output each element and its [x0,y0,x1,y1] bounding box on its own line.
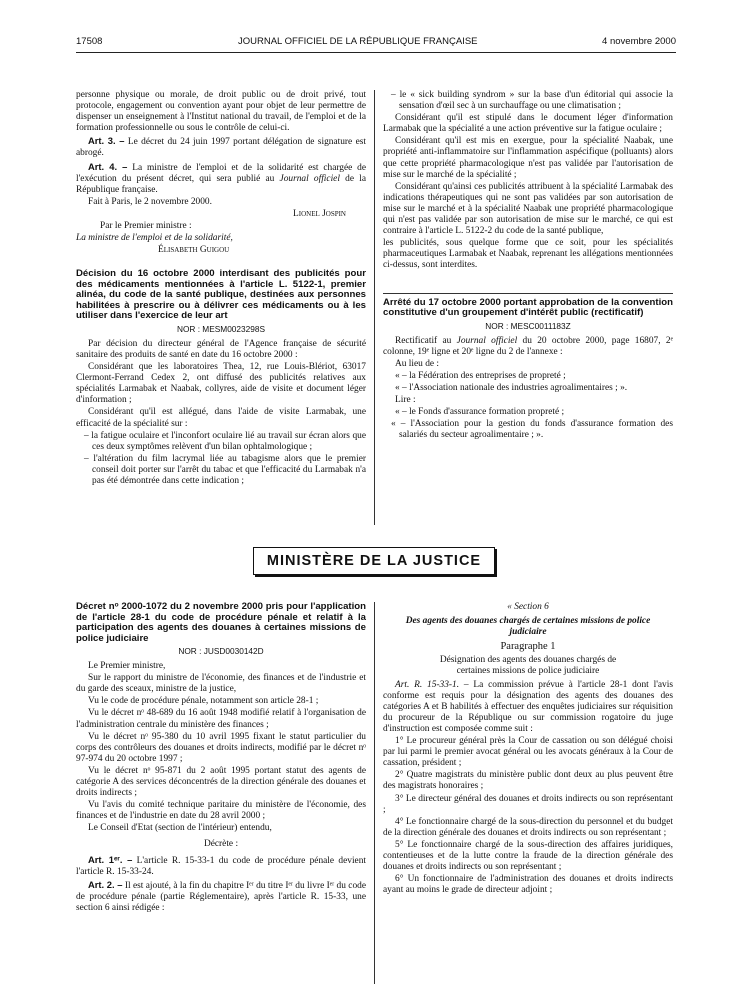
list-item: 4° Le fonctionnaire chargé de la sous-direction du personnel et du budget de la direction générale des douanes et droits indirects ou son représentant ; [383,816,673,838]
decision-title: Décision du 16 octobre 2000 interdisant des publicités pour des médicaments mentionnées à l'article L. 5122-1, premier alinéa, du code de la santé publique, destinées aux personnes habilitées à prescrire ou à délivrer ces médicaments ou à les utiliser dans l'exercice de leur art [76,268,366,322]
section-heading: Des agents des douanes chargés de certaines missions de police judiciaire [405,616,651,638]
paragraph: les publicités, sous quelque forme que ce soit, pour les spécialités pharmaceutiques Larmabak et Naabak, reprenant les allégations mentionnées ci-dessus, sont interdites. [383,238,673,271]
minister-title: La ministre de l'emploi et de la solidarité, [76,233,233,244]
subheading: Désignation des agents des douanes chargés de certaines missions de police judiciaire [439,655,617,677]
article-1: Art. 1ᵉʳ. – L'article R. 15-33-1 du code de procédure pénale devient l'article R. 15-33-24. [76,853,366,877]
right-column-top [383,90,673,442]
paragraph: Vu le code de procédure pénale, notamment son article 28-1 ; [88,696,319,707]
list-item: – l'altération du film lacrymal liée au tabagisme alors que le premier conseil doit porter sur l'arrêt du tabac et que l'efficacité du Larmabak n'a pas été démontrée dans cette indication ; [84,453,366,487]
paragraph: Vu le décret nᵒ 48-689 du 16 août 1948 modifié relatif à l'organisation de l'administration centrale du ministère des finances ; [76,708,366,730]
signatory: Lionel Jospin [293,208,346,219]
list-item: 2° Quatre magistrats du ministère public dont deux au plus peuvent être des magistrats honoraires ; [383,770,673,792]
list-item: 5° Le fonctionnaire chargé de la sous-direction des affaires juridiques, contentieuses et de la lutte contre la fraude de la direction générale des douanes et droits indirects ou son représentant ; [383,839,673,873]
left-column-bottom [76,602,366,915]
paragraph: Considérant qu'il est allégué, dans l'aide de visite Larmabak, une efficacité de la spécialité sur : [76,407,366,429]
paragraph: Au lieu de : [395,358,440,369]
list-item: 6° Un fonctionnaire de l'administration des douanes et droits indirects ayant au moins le grade de directeur adjoint ; [383,874,673,896]
list-item: « – le Fonds d'assurance formation propreté ; [395,407,565,418]
left-column-top [76,90,366,488]
paragraph: Le Premier ministre, [88,661,166,672]
article-3: Art. 3. – Le décret du 24 juin 1997 portant délégation de signature est abrogé. [76,135,366,159]
article-2: Art. 2. – Il est ajouté, à la fin du chapitre Iᵉʳ du titre Iᵉʳ du livre Iᵉʳ du code de procédure pénale (partie Réglementaire), après l'article R. 15-33, une section 6 ainsi rédigée : [76,878,366,913]
list-item: – la fatigue oculaire et l'inconfort oculaire lié au travail sur écran alors que ces deux symptômes relèvent d'un bilan ophtalmologique ; [84,430,366,452]
list-item: 1° Le procureur général près la Cour de cassation ou son délégué choisi par lui parmi le premier avocat général ou les avocats généraux à la Cour de cassation, président ; [383,736,673,769]
right-column-bottom [383,602,673,897]
decrete: Décrète : [203,838,239,849]
column-divider-bottom [374,602,375,984]
journal-title: JOURNAL OFFICIEL DE LA RÉPUBLIQUE FRANÇAISE [238,36,478,47]
minister-name: Élisabeth Guigou [158,245,230,256]
paragraph: Vu le décret nᵒ 95-380 du 10 avril 1995 fixant le statut particulier du corps des contrôleurs des douanes et droits indirects, modifié par le décret nᵒ 97-974 du 20 octobre 1997 ; [76,731,366,764]
paragraph: Vu l'avis du comité technique paritaire du ministère de l'économie, des finances et de l'industrie en date du 28 avril 2000 ; [76,800,366,822]
list-item: « – la Fédération des entreprises de propreté ; [395,370,566,381]
paragraph: Lire : [395,395,416,406]
article-4: Art. 4. – La ministre de l'emploi et de la solidarité est chargée de l'exécution du présent décret, qui sera publié au Journal officiel de la République française. [76,160,367,195]
fait-line: Fait à Paris, le 2 novembre 2000. [88,196,212,207]
paragraph: Considérant qu'ainsi ces publicités attribuent à la spécialité Larmabak des indications thérapeutiques qui ne sont pas validées par son autorisation de mise sur le marché et à la spécialité Naabak une propriété pharmacologique qui n'est pas validée par son autorisation de mise sur le marché, ce qui est contraire à l'article L. 5122-2 du code de la santé publique, [383,181,673,237]
separator [383,293,673,294]
paragraphe-label: Paragraphe 1 [500,641,556,653]
article-r15-33-1: Art. R. 15-33-1. – La commission prévue à l'article 28-1 dont l'avis conforme est requis pour la désignation des agents des douanes des catégories A et B habilités à effectuer des enquêtes judiciaires sur réquisition du procureur de la République ou sur commission rogatoire du juge d'instruction est composée comme suit : [383,679,673,734]
header-rule [76,52,676,53]
list-item: 3° Le directeur général des douanes et droits indirects ou son représentant ; [383,793,673,815]
paragraph: personne physique ou morale, de droit public ou de droit privé, tout protocole, engagement ou convention ayant pour objet de leur permettre de dispenser un enseignement à l'Institut national du travail, de l'emploi et de la formation professionnelle ou sous le contrôle de celui-ci. [76,90,366,134]
paragraph: Considérant qu'il est stipulé dans le document léger d'information Larmabak que la spécialité a une action préventive sur la fatigue oculaire ; [383,113,673,135]
paragraph: Le Conseil d'Etat (section de l'intérieur) entendu, [88,823,272,834]
paragraph: Par décision du directeur général de l'Agence française de sécurité sanitaire des produits de santé en date du 16 octobre 2000 : [76,338,366,360]
list-item: « – l'Association nationale des industries agroalimentaires ; ». [395,382,628,393]
ministry-banner: MINISTÈRE DE LA JUSTICE [253,547,495,575]
issue-date: 4 novembre 2000 [602,36,676,47]
arrete-nor: NOR : MESC0011183Z [485,320,571,331]
decret-title: Décret nᵒ 2000-1072 du 2 novembre 2000 pris pour l'application de l'article 28-1 du code de procédure pénale et relatif à la participation des agents des douanes à certaines missions de police judiciaire [76,601,366,644]
paragraph: Sur le rapport du ministre de l'économie, des finances et de l'industrie et du garde des sceaux, ministre de la justice, [76,673,366,695]
decret-nor: NOR : JUSD0030142D [178,646,264,656]
page-header [76,36,676,50]
paragraph: Considérant qu'il est mis en exergue, pour la spécialité Naabak, une propriété anti-inflammatoire sur l'inflammation aspécifique (polluants) alors que cette propriété pharmacologique n'est pas validée par l'autorisation de mise sur le marché de la spécialité ; [383,136,673,180]
decision-nor: NOR : MESM0023298S [176,323,266,334]
column-divider-top [374,90,375,525]
par-le-premier-ministre: Par le Premier ministre : [100,221,192,232]
paragraph: Rectificatif au Journal officiel du 20 octobre 2000, page 16807, 2ᵉ colonne, 19ᵉ ligne et 20ᵉ ligne du 2 de l'annexe : [383,335,674,357]
section-label: « Section 6 [507,602,549,612]
list-item: – le « sick building syndrom » sur la base d'un éditorial qui associe la sensation d'œil sec à un surchauffage ou une climatisation ; [391,90,673,112]
arrete-title: Arrêté du 17 octobre 2000 portant approbation de la convention constitutive d'un groupement d'intérêt public (rectificatif) [383,296,673,318]
paragraph: Considérant que les laboratoires Thea, 12, rue Louis-Blériot, 63017 Clermont-Ferrand Cedex 2, ont diffusé des publicités relatives aux spécialités Larmabak et Naabak, collyres, aide de visite et document léger d'information ; [76,362,366,406]
paragraph: Vu le décret nᵒ 95-871 du 2 août 1995 portant statut des agents de catégorie A des services déconcentrés de la direction générale des douanes et droits indirects ; [76,765,366,799]
list-item: « – l'Association pour la gestion du fonds d'assurance formation des salariés du secteur agroalimentaire ; ». [391,419,673,441]
page-number: 17508 [76,36,103,47]
